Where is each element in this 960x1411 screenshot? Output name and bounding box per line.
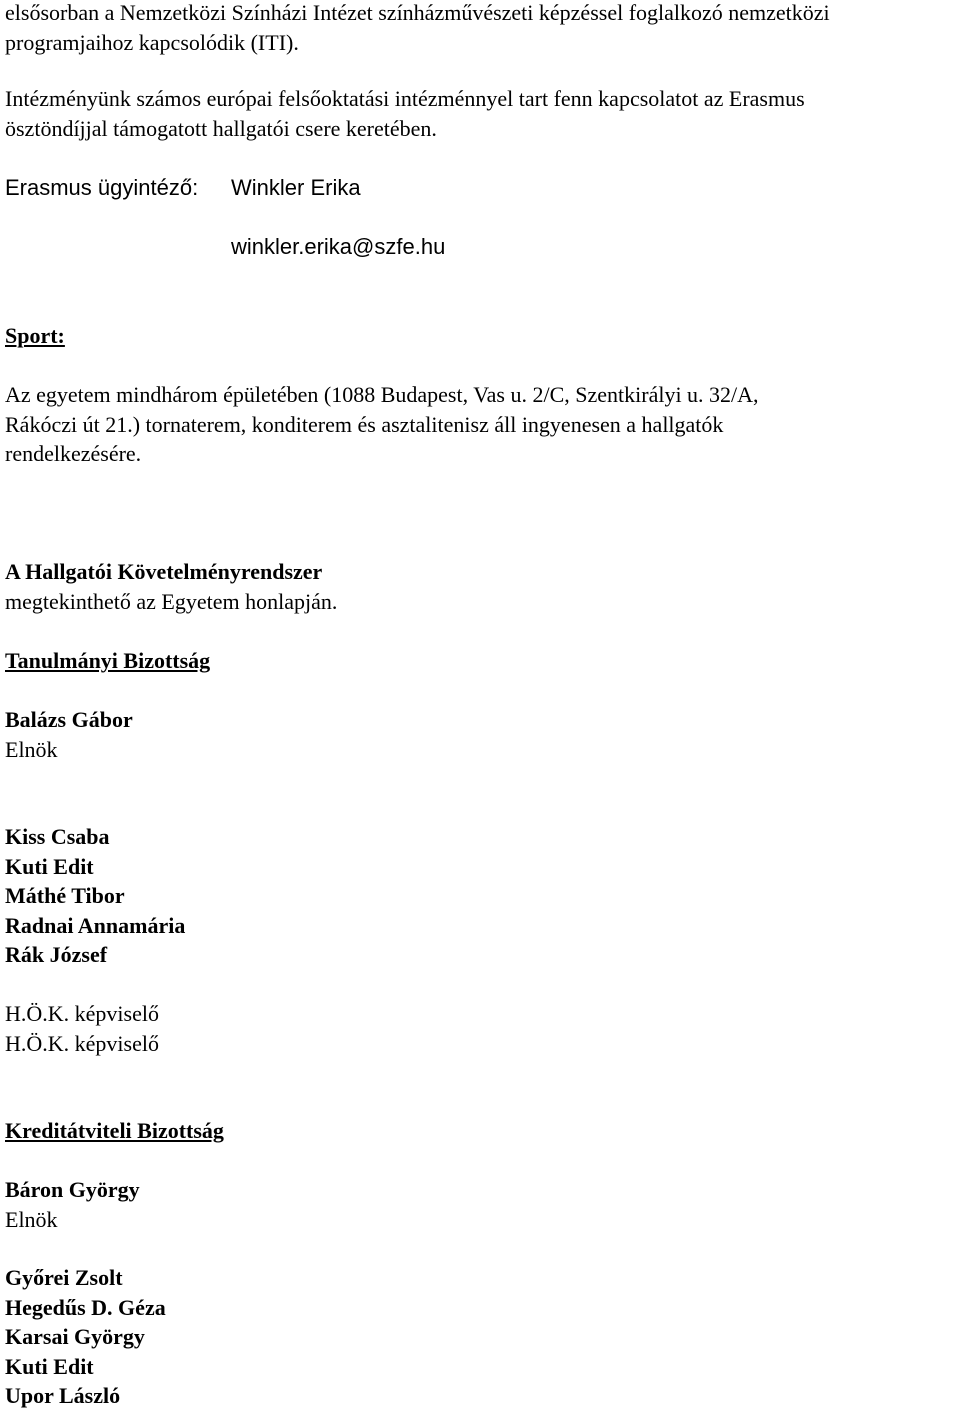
text-line: Rákóczi út 21.) tornaterem, konditerem és asztalitenisz áll ingyenesen a hallgatók xyxy=(5,411,724,437)
credit-committee-heading: Kreditátviteli Bizottság xyxy=(5,1118,224,1143)
member-name: Győrei Zsolt xyxy=(5,1265,123,1290)
intro-paragraph-1 xyxy=(5,0,830,57)
study-committee-heading: Tanulmányi Bizottság xyxy=(5,648,211,673)
student-rep: H.Ö.K. képviselő xyxy=(5,1001,159,1026)
member-name: Radnai Annamária xyxy=(5,912,186,938)
intro-paragraph-2 xyxy=(5,84,805,143)
chair-role: Elnök xyxy=(5,1206,58,1232)
text-line: Az egyetem mindhárom épületében (1088 Budapest, Vas u. 2/C, Szentkirályi u. 32/A, xyxy=(5,382,759,407)
text-line: rendelkezésére. xyxy=(5,441,142,466)
member-name: Máthé Tibor xyxy=(5,883,125,908)
member-name: Hegedűs D. Géza xyxy=(5,1294,166,1320)
text-line: ösztöndíjjal támogatott hallgatói csere keretében. xyxy=(5,115,437,141)
study-committee-chair xyxy=(5,705,133,764)
member-name: Rák József xyxy=(5,942,108,967)
erasmus-email-row xyxy=(5,232,445,262)
credit-committee-members xyxy=(5,1263,166,1411)
chair-role: Elnök xyxy=(5,736,58,762)
erasmus-label: Erasmus ügyintéző: xyxy=(5,175,199,200)
study-committee-members xyxy=(5,822,185,970)
requirements-note xyxy=(5,557,337,616)
member-name: Kuti Edit xyxy=(5,853,94,879)
text-line: elsősorban a Nemzetközi Színházi Intézet színházművészeti képzéssel foglalkozó nemzetközi xyxy=(5,0,830,25)
sport-heading: Sport: xyxy=(5,323,65,348)
sport-paragraph xyxy=(5,380,759,469)
text-line: Intézményünk számos európai felsőoktatási intézménnyel tart fenn kapcsolatot az Erasmus xyxy=(5,86,805,111)
requirements-title: A Hallgatói Követelményrendszer xyxy=(5,559,323,584)
erasmus-email: winkler.erika@szfe.hu xyxy=(231,234,446,259)
member-name: Kuti Edit xyxy=(5,1353,94,1379)
chair-name: Balázs Gábor xyxy=(5,707,133,732)
erasmus-name: Winkler Erika xyxy=(231,175,361,200)
study-committee-student-reps xyxy=(5,999,159,1058)
member-name: Kiss Csaba xyxy=(5,824,110,849)
chair-name: Báron György xyxy=(5,1177,140,1202)
member-name: Karsai György xyxy=(5,1324,145,1349)
requirements-text: megtekinthető az Egyetem honlapján. xyxy=(5,588,338,614)
credit-committee-chair xyxy=(5,1175,140,1234)
erasmus-contact xyxy=(5,173,361,203)
text-line: programjaihoz kapcsolódik (ITI). xyxy=(5,29,299,55)
student-rep: H.Ö.K. képviselő xyxy=(5,1030,159,1056)
member-name: Upor László xyxy=(5,1383,121,1408)
